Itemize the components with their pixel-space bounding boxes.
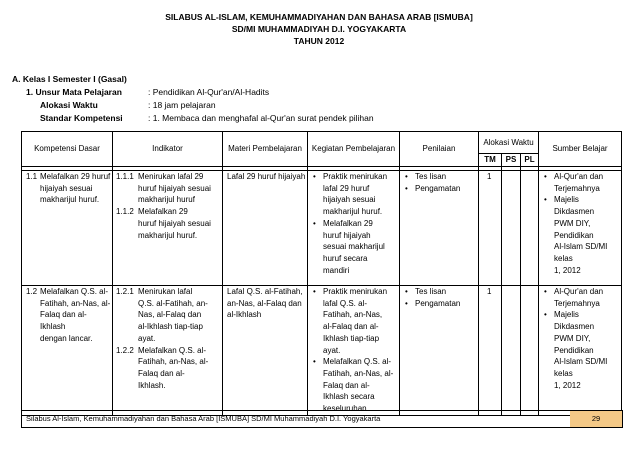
header-kompetensi-dasar: Kompetensi Dasar — [22, 132, 113, 167]
kd-number: 1.2 — [26, 287, 38, 296]
cell-kompetensi-dasar — [22, 286, 113, 416]
cell-ps — [502, 286, 521, 416]
penilaian-item: • Pengamatan — [415, 298, 478, 310]
indikator-text: Menirukan lafal 29 — [138, 172, 204, 181]
indikator-text: Falaq dan al- — [138, 368, 185, 378]
sumber-item — [554, 286, 621, 309]
materi-text: Lafal Q.S. al-Fatihah, — [227, 287, 303, 296]
sumber-item — [554, 309, 621, 391]
kegiatan-text: • Melafalkan 29 — [323, 218, 373, 228]
kegiatan-text: makharijul huruf. — [323, 207, 383, 217]
kegiatan-text: huruf hijaiyah — [323, 230, 371, 240]
page-number: 29 — [570, 411, 622, 427]
kd-text: hijaiyah sesuai — [40, 183, 93, 193]
kd-text: Melafalkan 29 huruf — [40, 172, 111, 181]
kegiatan-text: hijaiyah sesuai — [323, 195, 376, 205]
document-year: TAHUN 2012 — [293, 36, 345, 46]
kegiatan-item — [323, 171, 399, 218]
kd-text: dengan lancar. — [40, 333, 93, 343]
sumber-text: PWM DIY, Pendidikan — [554, 218, 594, 240]
kegiatan-text: al-Falaq dan al- — [323, 322, 379, 332]
info-label-time: Alokasi Waktu — [40, 100, 98, 110]
materi-text: al-Ikhlash — [227, 310, 262, 320]
cell-materi — [223, 171, 308, 286]
kd-text: Fatihah, an-Nas, al- — [40, 298, 111, 308]
kegiatan-text: huruf secara — [323, 253, 368, 263]
header-ps: PS — [502, 154, 521, 167]
cell-penilaian — [400, 171, 479, 286]
penilaian-item: • Pengamatan — [415, 183, 478, 195]
sumber-text: PWM DIY, Pendidikan — [554, 333, 594, 355]
info-value-standard: : 1. Membaca dan menghafal al-Qur'an surat pendek pilihan — [148, 113, 374, 123]
cell-indikator — [113, 171, 223, 286]
sumber-item — [554, 194, 621, 276]
sumber-text: • Majelis Dikdasmen — [554, 195, 595, 217]
indikator-text: huruf hijaiyah sesuai — [138, 183, 211, 193]
indikator-text: Melafalkan Q.S. al- — [138, 345, 207, 355]
indikator-number: 1.2.2 — [116, 345, 134, 355]
kegiatan-item — [323, 356, 399, 415]
section-heading: A. Kelas I Semester I (Gasal) — [12, 74, 127, 84]
indikator-number: 1.1.2 — [116, 207, 134, 217]
cell-kompetensi-dasar — [22, 171, 113, 286]
kegiatan-text: Ikhlash secara — [323, 392, 375, 402]
sumber-text: 1, 2012 — [554, 265, 581, 275]
sumber-text: 1, 2012 — [554, 380, 581, 390]
info-value-subject: : Pendidikan Al-Qur'an/Al-Hadits — [148, 87, 270, 97]
footer-text: Silabus Al-Islam, Kemuhammadiyahan dan Bahasa Arab [ISMUBA] SD/MI Muhammadiyah D.I. Yogyakarta — [26, 414, 381, 423]
cell-pl — [521, 171, 539, 286]
info-value-time: : 18 jam pelajaran — [148, 100, 216, 110]
cell-kegiatan — [308, 171, 400, 286]
indikator-number: 1.1.1 — [116, 172, 134, 181]
cell-tm: 1 — [479, 286, 502, 416]
kd-text: Melafalkan Q.S. al- — [40, 287, 109, 296]
syllabus-table — [21, 131, 622, 416]
kegiatan-text: • Melafalkan Q.S. al- — [323, 357, 392, 367]
kd-text: Falaq dan al-Ikhlash — [40, 310, 87, 332]
kegiatan-text: mandiri — [323, 265, 350, 275]
kd-text: makharijul huruf. — [40, 195, 100, 205]
header-pl: PL — [521, 154, 539, 167]
cell-sumber — [539, 171, 622, 286]
header-kegiatan: Kegiatan Pembelajaran — [308, 132, 400, 167]
header-indikator: Indikator — [113, 132, 223, 167]
indikator-text: Fatihah, an-Nas, al- — [138, 357, 209, 367]
cell-tm: 1 — [479, 171, 502, 286]
table-row — [22, 171, 622, 286]
kegiatan-text: Ikhlash tiap-tiap — [323, 333, 380, 343]
sumber-text: • Majelis Dikdasmen — [554, 310, 595, 332]
kegiatan-text: Fatihah, an-Nas, al- — [323, 368, 394, 378]
indikator-number: 1.2.1 — [116, 287, 134, 296]
header-alokasi-waktu: Alokasi Waktu — [479, 132, 539, 154]
cell-ps — [502, 171, 521, 286]
penilaian-item: • Tes lisan — [415, 286, 478, 298]
indikator-text: al-Ikhlash tiap-tiap — [138, 322, 203, 332]
kegiatan-text: lafal 29 huruf — [323, 183, 370, 193]
cell-penilaian — [400, 286, 479, 416]
info-label-subject: 1. Unsur Mata Pelajaran — [26, 87, 122, 97]
cell-kegiatan — [308, 286, 400, 416]
page-footer — [21, 410, 623, 428]
sumber-text: Terjemahnya — [554, 183, 600, 193]
penilaian-item: • Tes lisan — [415, 171, 478, 183]
kegiatan-text: lafal Q.S. al- — [323, 298, 368, 308]
kegiatan-text: • Praktik menirukan — [323, 287, 388, 296]
document-subtitle: SD/MI MUHAMMADIYAH D.I. YOGYAKARTA — [231, 24, 407, 34]
kegiatan-text: • Praktik menirukan — [323, 172, 388, 181]
kegiatan-text: sesuai makharijul — [323, 242, 385, 252]
indikator-text: Nas, al-Falaq dan — [138, 310, 202, 320]
course-info — [26, 86, 626, 126]
header-materi: Materi Pembelajaran — [223, 132, 308, 167]
header-tm: TM — [479, 154, 502, 167]
materi-text: an-Nas, al-Falaq dan — [227, 298, 302, 308]
sumber-item — [554, 171, 621, 194]
kegiatan-text: Falaq dan al- — [323, 380, 370, 390]
indikator-text: makharijul huruf. — [138, 230, 198, 240]
indikator-text: ayat. — [138, 333, 156, 343]
indikator-text: Q.S. al-Fatihah, an- — [138, 298, 208, 308]
indikator-text: Ikhlash. — [138, 380, 166, 390]
sumber-text: Al-Islam SD/MI kelas — [554, 242, 608, 263]
info-label-standard: Standar Kompetensi — [40, 113, 123, 123]
cell-pl — [521, 286, 539, 416]
sumber-text: Al-Islam SD/MI kelas — [554, 357, 608, 378]
cell-materi — [223, 286, 308, 416]
indikator-text: makharijul huruf — [138, 195, 195, 205]
kegiatan-text: Fatihah, an-Nas, — [323, 310, 383, 320]
sumber-text: • Al-Qur'an dan — [554, 287, 604, 296]
table-row — [22, 286, 622, 416]
kegiatan-text: keseluruhan. — [323, 404, 369, 414]
kegiatan-item — [323, 286, 399, 356]
sumber-text: • Al-Qur'an dan — [554, 172, 604, 181]
kd-number: 1.1 — [26, 172, 38, 181]
header-sumber-belajar: Sumber Belajar — [539, 132, 622, 167]
indikator-text: Melafalkan 29 — [138, 207, 188, 217]
document-title: SILABUS AL-ISLAM, KEMUHAMMADIYAHAN DAN BAHASA ARAB [ISMUBA] — [165, 12, 473, 22]
materi-text: Lafal 29 huruf hijaiyah — [227, 172, 306, 181]
indikator-text: huruf hijaiyah sesuai — [138, 218, 211, 228]
kegiatan-text: ayat. — [323, 345, 341, 355]
cell-indikator — [113, 286, 223, 416]
cell-sumber — [539, 286, 622, 416]
sumber-text: Terjemahnya — [554, 298, 600, 308]
kegiatan-item — [323, 218, 399, 277]
indikator-text: Menirukan lafal — [138, 287, 193, 296]
header-penilaian: Penilaian — [400, 132, 479, 167]
